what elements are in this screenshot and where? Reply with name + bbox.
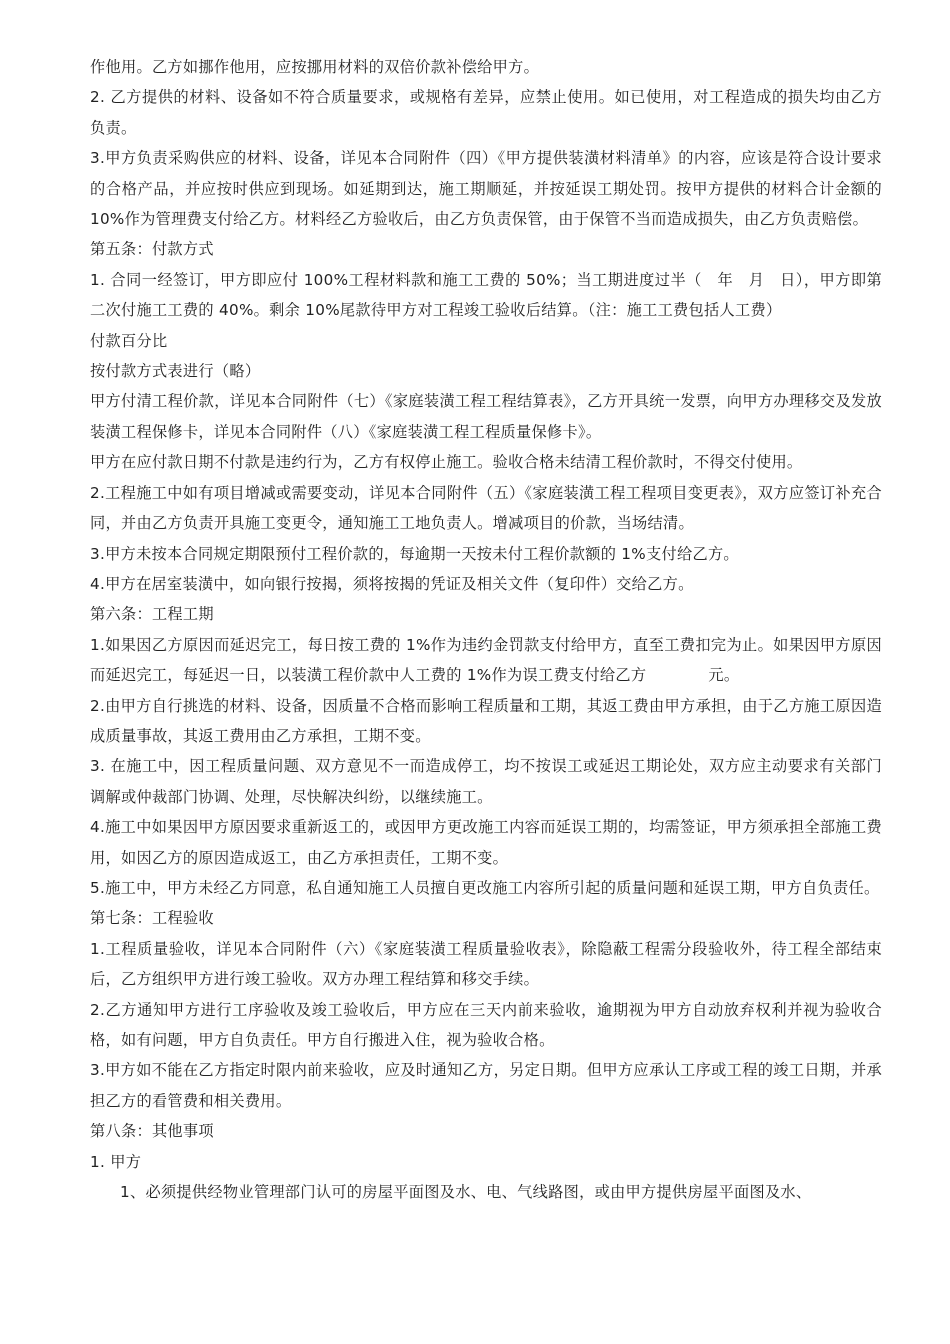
paragraph: 3.甲方如不能在乙方指定时限内前来验收，应及时通知乙方，另定日期。但甲方应承认工序或工程的竣工日期，并承担乙方的看管费和相关费用。 xyxy=(90,1061,882,1110)
contract-page xyxy=(90,52,882,1207)
section-heading: 第五条：付款方式 xyxy=(90,240,214,259)
paragraph: 1.如果因乙方原因而延迟完工，每日按工费的 1%作为违约金罚款支付给甲方，直至工费扣完为止。如果因甲方原因而延迟完工，每延迟一日，以装潢工程价款中人工费的 1%作为误工费支付给乙方 元。 xyxy=(90,635,882,685)
paragraph: 4.甲方在居室装潢中，如向银行按揭，须将按揭的凭证及相关文件（复印件）交给乙方。 xyxy=(90,574,694,593)
paragraph: 2. 乙方提供的材料、设备如不符合质量要求，或规格有差异，应禁止使用。如已使用，对工程造成的损失均由乙方负责。 xyxy=(90,88,882,137)
section-heading: 第八条：其他事项 xyxy=(90,1122,214,1141)
section-heading: 第七条：工程验收 xyxy=(90,909,214,928)
paragraph: 作他用。乙方如挪作他用，应按挪用材料的双倍价款补偿给甲方。 xyxy=(90,58,540,76)
paragraph: 按付款方式表进行（略） xyxy=(90,362,261,381)
paragraph: 5.施工中，甲方未经乙方同意，私自通知施工人员擅自更改施工内容所引起的质量问题和延误工期，甲方自负责任。 xyxy=(90,878,880,897)
paragraph: 2.工程施工中如有项目增减或需要变动，详见本合同附件（五）《家庭装潢工程工程项目变更表》，双方应签订补充合同，并由乙方负责开具施工变更令，通知施工工地负责人。增减项目的价款，当场结清。 xyxy=(90,483,882,533)
paragraph: 1.工程质量验收，详见本合同附件（六）《家庭装潢工程质量验收表》，除隐蔽工程需分段验收外，待工程全部结束后，乙方组织甲方进行竣工验收。双方办理工程结算和移交手续。 xyxy=(90,939,882,989)
paragraph: 2.乙方通知甲方进行工序验收及竣工验收后，甲方应在三天内前来验收，逾期视为甲方自动放弃权利并视为验收合格，如有问题，甲方自负责任。甲方自行搬进入住，视为验收合格。 xyxy=(90,1000,882,1049)
paragraph: 3.甲方未按本合同规定期限预付工程价款的，每逾期一天按未付工程价款额的 1%支付给乙方。 xyxy=(90,544,739,563)
paragraph: 1. 甲方 xyxy=(90,1152,142,1171)
paragraph: 1、必须提供经物业管理部门认可的房屋平面图及水、电、气线路图，或由甲方提供房屋平面图及水、 xyxy=(120,1183,812,1202)
paragraph: 2.由甲方自行挑选的材料、设备，因质量不合格而影响工程质量和工期，其返工费由甲方承担，由于乙方施工原因造成质量事故，其返工费用由乙方承担，工期不变。 xyxy=(90,696,882,745)
paragraph: 甲方付清工程价款，详见本合同附件（七）《家庭装潢工程工程结算表》，乙方开具统一发票，向甲方办理移交及发放装潢工程保修卡，详见本合同附件（八）《家庭装潢工程工程质量保修卡》。 xyxy=(90,392,882,441)
section-heading: 第六条：工程工期 xyxy=(90,605,214,624)
paragraph: 甲方在应付款日期不付款是违约行为，乙方有权停止施工。验收合格未结清工程价款时，不得交付使用。 xyxy=(90,453,803,472)
paragraph: 4.施工中如果因甲方原因要求重新返工的，或因甲方更改施工内容而延误工期的，均需签证，甲方须承担全部施工费用，如因乙方的原因造成返工，由乙方承担责任，工期不变。 xyxy=(90,818,882,867)
paragraph: 3. 在施工中，因工程质量问题、双方意见不一而造成停工，均不按误工或延迟工期论处，双方应主动要求有关部门调解或仲裁部门协调、处理，尽快解决纠纷，以继续施工。 xyxy=(90,757,882,806)
paragraph: 3.甲方负责采购供应的材料、设备，详见本合同附件（四）《甲方提供装潢材料清单》的内容，应该是符合设计要求的合格产品，并应按时供应到现场。如延期到达，施工期顺延，并按延误工期处罚。按甲方提供的材料合计金额的 10%作为管理费支付给乙方。材料经乙方验收后，由乙方负责保管，由于保管不当而造成损失，由乙方负责赔偿。 xyxy=(90,149,882,229)
paragraph: 付款百分比 xyxy=(90,331,168,350)
paragraph: 1. 合同一经签订，甲方即应付 100%工程材料款和施工工费的 50%；当工期进度过半（ 年 月 日），甲方即第二次付施工工费的 40%。剩余 10%尾款待甲方对工程竣工验收后结算。（注：施工工费包括人工费） xyxy=(90,270,882,320)
